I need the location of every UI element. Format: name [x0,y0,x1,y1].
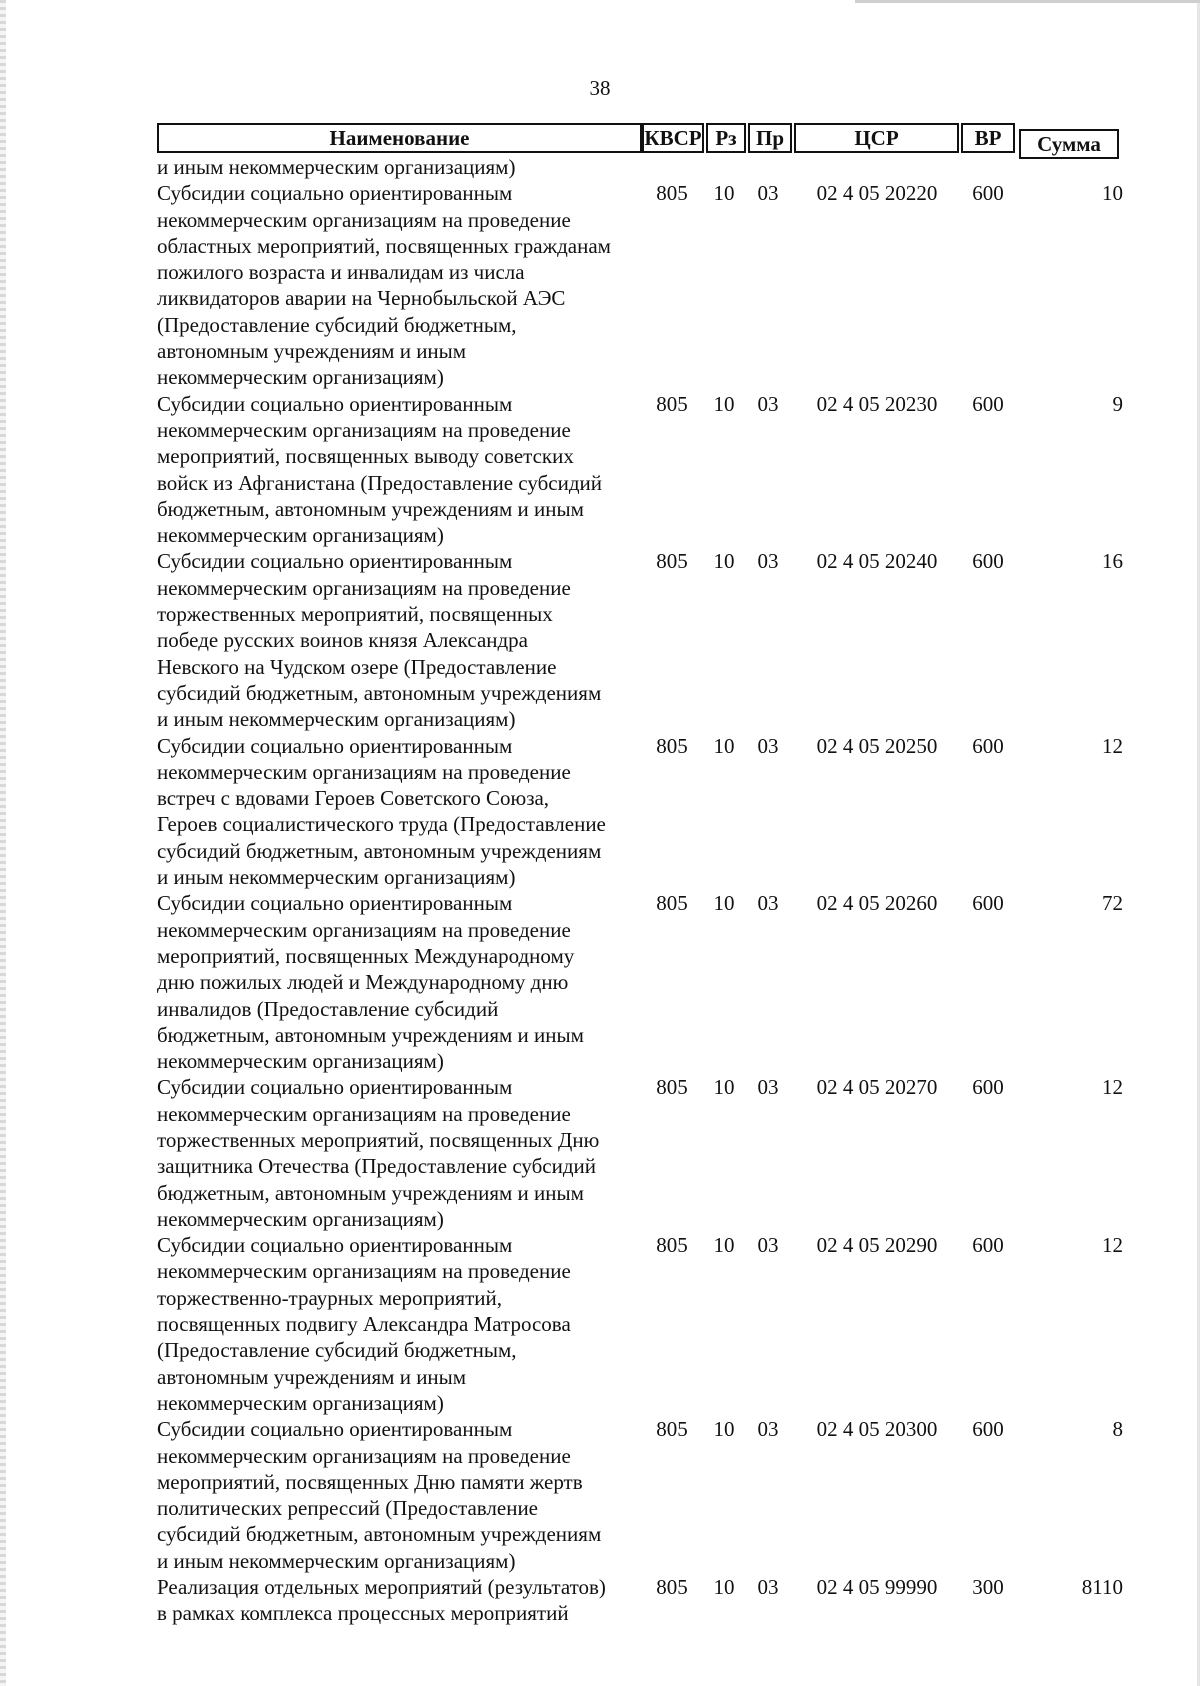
row-name-line: некоммерческим организациям на проведение [157,1101,571,1126]
cell-rz: 10 [713,549,735,574]
cell-rz: 10 [713,391,735,416]
cell-kvsr: 805 [656,181,688,206]
table-row [157,733,1124,891]
row-name [157,548,639,732]
cell-pr: 03 [757,733,779,758]
table-header [157,123,1124,157]
cell-csr: 02 4 05 99990 [816,1575,938,1600]
row-name-line: политических репрессий (Предоставление [157,1496,539,1521]
row-name-line: мероприятий, посвященных выводу советских [157,444,574,469]
cell-sum: 8110 [1081,1575,1123,1600]
row-name-line: мероприятий, посвященных Дню памяти жертв [157,1469,583,1494]
row-name [157,1232,639,1416]
row-name-line: Субсидии социально ориентированным [157,733,513,758]
row-name-line: войск из Афганистана (Предоставление субсидий [157,470,602,495]
row-name-line: торжественно-траурных мероприятий, [157,1285,502,1310]
table-row [157,548,1124,732]
cell-rz: 10 [713,1575,735,1600]
row-name-line: бюджетным, автономным учреждениям и иным [157,496,584,521]
row-name-line: (Предоставление субсидий бюджетным, [157,312,517,337]
cell-csr: 02 4 05 20300 [816,1417,938,1442]
row-name-line: Невского на Чудском озере (Предоставление [157,654,557,679]
cell-vr: 600 [972,391,1004,416]
cell-kvsr: 805 [656,391,688,416]
table-row [157,1074,1124,1232]
cell-pr: 03 [757,1075,779,1100]
row-name-line: некоммерческим организациям на проведение [157,917,571,942]
cell-vr: 600 [972,733,1004,758]
row-name-line: посвященных подвигу Александра Матросова [157,1312,571,1337]
cell-vr: 600 [972,1075,1004,1100]
row-name [157,391,639,549]
header-sum: Сумма [1019,129,1119,159]
row-name-line: некоммерческим организациям) [157,365,444,390]
scan-top-rule [855,0,1200,3]
header-vr: ВР [961,123,1015,153]
cell-sum: 12 [1102,1075,1123,1100]
row-name [157,1074,639,1232]
table-row [157,180,1124,390]
row-name-line: Субсидии социально ориентированным [157,181,513,206]
scan-edge-left [0,0,6,1686]
row-name-line: субсидий бюджетным, автономным учреждениям [157,680,602,705]
cell-sum: 12 [1102,1233,1123,1258]
row-name-line: ликвидаторов аварии на Чернобыльской АЭС [157,286,566,311]
page-number: 38 [589,76,611,100]
row-name-line: субсидий бюджетным, автономным учреждениям [157,838,602,863]
row-name-line: субсидий бюджетным, автономным учреждениям [157,1522,602,1547]
cell-pr: 03 [757,1233,779,1258]
row-name-line: в рамках комплекса процессных мероприятий [157,1601,569,1626]
row-name-line: автономным учреждениям и иным [157,339,467,364]
cell-rz: 10 [713,181,735,206]
cell-pr: 03 [757,891,779,916]
row-name-line: Субсидии социально ориентированным [157,1075,513,1100]
row-name-line: некоммерческим организациям на проведение [157,207,571,232]
cell-pr: 03 [757,391,779,416]
continuation-row [157,154,1124,180]
cell-kvsr: 805 [656,1417,688,1442]
cell-kvsr: 805 [656,891,688,916]
table-row [157,1232,1124,1416]
row-name-line: мероприятий, посвященных Международному [157,943,575,968]
header-csr: ЦСР [794,123,959,153]
table-row [157,391,1124,549]
row-name [157,1416,639,1574]
cell-csr: 02 4 05 20240 [816,549,938,574]
row-name-line: некоммерческим организациям на проведение [157,759,571,784]
cell-sum: 10 [1102,181,1123,206]
cell-kvsr: 805 [656,1075,688,1100]
cell-vr: 600 [972,1233,1004,1258]
row-name-line: и иным некоммерческим организациям) [157,707,516,732]
cell-pr: 03 [757,181,779,206]
table-body [157,154,1124,1627]
cell-kvsr: 805 [656,1233,688,1258]
cell-rz: 10 [713,1233,735,1258]
header-pr: Пр [748,123,792,153]
header-name: Наименование [157,123,642,153]
cell-rz: 10 [713,1417,735,1442]
row-name-line: и иным некоммерческим организациям) [157,865,516,890]
cell-csr: 02 4 05 20270 [816,1075,938,1100]
row-name-line: некоммерческим организациям) [157,1390,444,1415]
cell-pr: 03 [757,549,779,574]
cell-rz: 10 [713,733,735,758]
row-name-line: некоммерческим организациям на проведение [157,1443,571,1468]
table-row [157,1574,1124,1627]
row-name-line: Субсидии социально ориентированным [157,391,513,416]
cell-sum: 9 [1112,391,1123,416]
cell-pr: 03 [757,1417,779,1442]
row-name-line: автономным учреждениям и иным [157,1364,467,1389]
row-name-line: встреч с вдовами Героев Советского Союза, [157,786,550,811]
row-name-line: некоммерческим организациям) [157,1049,444,1074]
cell-sum: 8 [1112,1417,1123,1442]
cell-vr: 600 [972,549,1004,574]
row-name-line: победе русских воинов князя Александра [157,628,529,653]
row-name-line: пожилого возраста и инвалидам из числа [157,260,525,285]
cell-csr: 02 4 05 20260 [816,891,938,916]
header-kvsr: КВСР [642,123,704,153]
row-name-line: Субсидии социально ориентированным [157,1417,513,1442]
row-name-line: Реализация отдельных мероприятий (результатов) [157,1575,606,1600]
row-name-line: областных мероприятий, посвященных гражданам [157,233,611,258]
cell-kvsr: 805 [656,733,688,758]
row-name-line: некоммерческим организациям на проведение [157,575,571,600]
row-name-line: некоммерческим организациям) [157,1206,444,1231]
cell-vr: 600 [972,1417,1004,1442]
cell-rz: 10 [713,1075,735,1100]
cell-csr: 02 4 05 20230 [816,391,938,416]
row-name-line: некоммерческим организациям на проведение [157,417,571,442]
cell-vr: 600 [972,891,1004,916]
cell-vr: 300 [972,1575,1004,1600]
row-name-line: торжественных мероприятий, посвященных [157,602,553,627]
row-name-line: (Предоставление субсидий бюджетным, [157,1338,517,1363]
row-name-line: бюджетным, автономным учреждениям и иным [157,1022,584,1047]
cell-sum: 72 [1102,891,1123,916]
row-name-line: дню пожилых людей и Международному дню [157,970,569,995]
header-rz: Рз [706,123,746,153]
row-name [157,1574,639,1627]
cell-sum: 12 [1102,733,1123,758]
cell-kvsr: 805 [656,1575,688,1600]
row-name-line: и иным некоммерческим организациям) [157,1548,516,1573]
cell-csr: 02 4 05 20250 [816,733,938,758]
row-name-line: инвалидов (Предоставление субсидий [157,996,499,1021]
row-name-line: некоммерческим организациям на проведение [157,1259,571,1284]
row-name [157,733,639,891]
cell-rz: 10 [713,891,735,916]
table-row [157,890,1124,1074]
cell-sum: 16 [1102,549,1123,574]
row-name-line: торжественных мероприятий, посвященных Дню [157,1127,600,1152]
row-name-line: Субсидии социально ориентированным [157,549,513,574]
row-name-line: некоммерческим организациям) [157,523,444,548]
cell-csr: 02 4 05 20290 [816,1233,938,1258]
row-name [157,890,639,1074]
table-row [157,1416,1124,1574]
cell-csr: 02 4 05 20220 [816,181,938,206]
row-name [157,180,639,390]
row-name-line: Героев социалистического труда (Предоставление [157,812,606,837]
cell-vr: 600 [972,181,1004,206]
cell-pr: 03 [757,1575,779,1600]
row-name-line: Субсидии социально ориентированным [157,891,513,916]
continuation-text: и иным некоммерческим организациям) [157,155,516,179]
row-name-line: бюджетным, автономным учреждениям и иным [157,1180,584,1205]
row-name-line: Субсидии социально ориентированным [157,1233,513,1258]
cell-kvsr: 805 [656,549,688,574]
row-name-line: защитника Отечества (Предоставление субсидий [157,1154,597,1179]
